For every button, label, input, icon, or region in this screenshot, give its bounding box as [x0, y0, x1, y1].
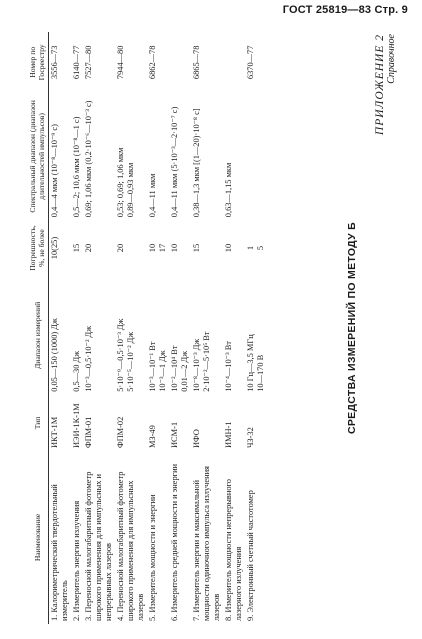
cell-error: 1 5	[246, 245, 265, 251]
cell-error: 10	[170, 243, 179, 253]
table-row	[71, 32, 83, 624]
cell-name: 4. Переносной малогабаритный фотометр широкого применения для импульсных лазеров	[116, 471, 145, 621]
table-title: СРЕДСТВА ИЗМЕРЕНИЙ ПО МЕТОДУ Б	[346, 222, 358, 435]
appendix-subtitle: Справочное	[386, 34, 397, 84]
col-header-type: Тип	[26, 395, 49, 451]
cell-type: ФПМ-02	[116, 416, 125, 449]
cell-type: ИЭИ-1К-1М	[72, 403, 81, 449]
table-row	[191, 32, 223, 624]
cell-range: 10⁻⁸—10⁻³ Дж 2·10⁻²—5·10⁵ Вт	[192, 331, 211, 392]
rotated-content	[16, 32, 406, 624]
cell-name: 1. Калориметрический твердотельный измеритель	[50, 484, 69, 621]
cell-spectral: 0,38—1,3 мкм [(1—20)·10⁻⁸ с]	[192, 108, 201, 218]
cell-error: 20	[116, 243, 125, 253]
table-row	[169, 32, 191, 624]
table-row	[223, 32, 245, 624]
cell-type: ИСМ-1	[170, 421, 179, 449]
cell-registry: 6862—78	[148, 45, 157, 80]
cell-error: 10(25)	[50, 236, 59, 260]
cell-spectral: 0,63—1,15 мкм	[224, 162, 233, 218]
cell-spectral: 0,4—11 мкм	[148, 173, 157, 218]
col-header-range: Диапазон измерений	[26, 276, 49, 395]
cell-name: 9. Электронный счетный частотомер	[246, 490, 255, 621]
cell-type: ИМН-1	[224, 421, 233, 449]
cell-range: 10⁻³—10⁻¹ Вт 10⁻³—1 Дж	[148, 341, 167, 392]
cell-name: 7. Измеритель энергии и максимальной мощности одиночного импульса излучения лазеров	[192, 466, 221, 621]
cell-range: 10⁻³—0,5·10⁻² Дж	[84, 325, 93, 392]
appendix-label	[374, 34, 397, 174]
cell-type: ФПМ-01	[84, 416, 93, 449]
cell-spectral: 0,69; 1,06 мкм (0,2·10⁻⁶—10⁻³ с)	[84, 100, 93, 218]
cell-type: МЗ-49	[148, 425, 157, 449]
cell-registry: 6370—77	[246, 45, 255, 80]
table-row	[83, 32, 115, 624]
cell-registry: 7527—80	[84, 45, 93, 80]
col-header-spectral: Спектральный диапазон (диапазон длительностей импульсов)	[26, 93, 49, 221]
cell-range: 5·10⁻⁹—0,5·10⁻³ Дж 5·10⁻⁵—10⁻² Дж	[116, 318, 135, 392]
cell-spectral: 0,53; 0,69; 1,06 мкм 0,89—0,93 мкм	[116, 147, 135, 218]
cell-range: 10⁻⁴—10⁻³ Вт	[224, 341, 233, 392]
table-row	[115, 32, 147, 624]
col-header-name: Наименование	[26, 451, 49, 624]
cell-range: 0,05—150 (1000) Дж	[50, 318, 59, 392]
col-header-error: Погрешность, %, не более	[26, 220, 49, 276]
col-header-registry: Номер по Госреестру	[26, 32, 49, 93]
cell-name: 8. Измеритель мощности непрерывного лазерного излучения	[224, 479, 243, 621]
page-header: ГОСТ 25819—83 Стр. 9	[282, 4, 408, 16]
cell-range: 10 Гц—3,5 МГц 10—170 В	[246, 334, 265, 392]
cell-spectral: 0,4—11 мкм (5·10⁻³—2·10⁻⁷ с)	[170, 106, 179, 218]
cell-error: 10	[224, 243, 233, 253]
cell-registry: 6865—78	[192, 45, 201, 80]
cell-error: 20	[84, 243, 93, 253]
cell-registry	[223, 32, 245, 93]
cell-registry: 7944—80	[116, 45, 125, 80]
cell-spectral	[245, 93, 267, 221]
cell-error: 10 17	[148, 243, 167, 253]
table-row	[147, 32, 169, 624]
cell-name: 5. Измеритель мощности и энергии	[148, 494, 157, 621]
cell-registry: 3556—73	[50, 45, 59, 80]
cell-type: ИФО	[192, 429, 201, 449]
cell-spectral: 0,4—4 мкм (10⁻⁸—10⁻⁹ с)	[50, 124, 59, 218]
cell-error: 15	[72, 243, 81, 253]
cell-registry	[169, 32, 191, 93]
table-row	[49, 32, 72, 624]
table-header-row	[26, 32, 49, 624]
cell-name: 2. Измеритель энергии излучения	[72, 500, 81, 621]
table-row	[245, 32, 267, 624]
measurement-table	[26, 32, 267, 624]
appendix-title: ПРИЛОЖЕНИЕ 2	[374, 34, 386, 136]
cell-range: 0,5—30 Дж	[72, 350, 81, 392]
cell-spectral: 0,5—2; 10,6 мкм (10⁻⁸—1 с)	[72, 116, 81, 218]
cell-name: 3. Переносной малогабаритный фотометр широкого применения для импульсных и непрерывных лазеров	[84, 471, 113, 621]
cell-range: 10⁻²—10⁴ Вт 0,01—2 Дж	[170, 345, 189, 392]
cell-registry: 6140—77	[72, 45, 81, 80]
cell-type: ИКТ-1М	[50, 416, 59, 449]
cell-error: 15	[192, 243, 201, 253]
cell-name: 6. Измеритель средней мощности и энергии	[170, 463, 179, 621]
cell-type: ЧЗ-32	[246, 427, 255, 449]
